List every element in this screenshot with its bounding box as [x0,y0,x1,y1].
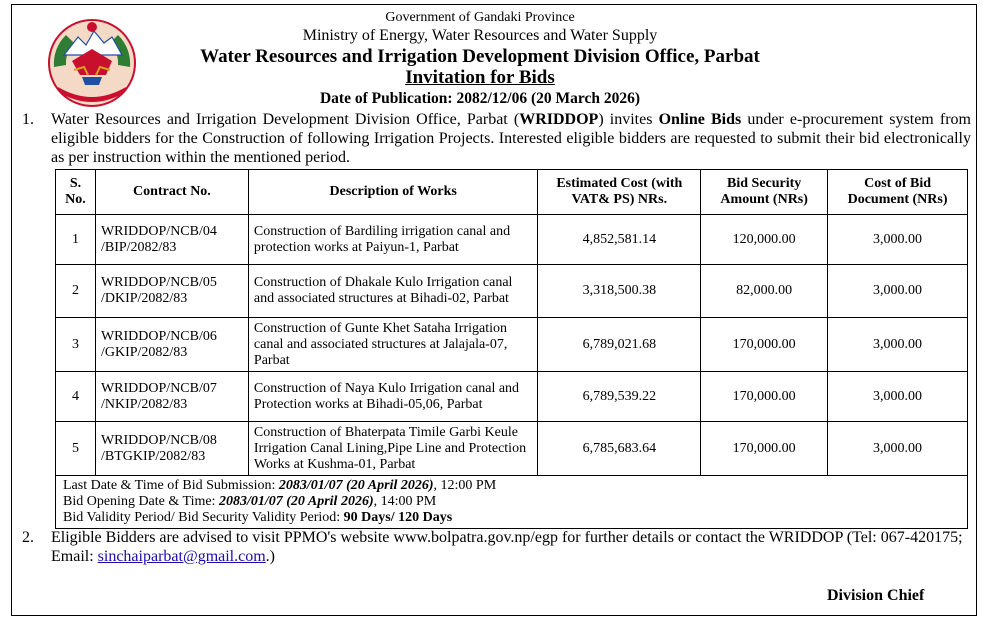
header-security: Bid Security Amount (NRs) [701,170,828,215]
cell-document: 3,000.00 [828,265,968,318]
paragraph-contact: Eligible Bidders are advised to visit PPMO's website www.bolpatra.gov.np/egp for further details or contact the WRIDDOP (Tel: 067-420175; Email: sinchaiparbat@gmail.com.) [51,529,963,565]
cell-cost: 6,789,539.22 [538,372,701,422]
cell-contract: WRIDDOP/NCB/06 /GKIP/2082/83 [95,318,248,372]
cell-sn: 2 [56,265,96,318]
cell-description: Construction of Gunte Khet Sataha Irrigation canal and associated structures at Jalajala-07, Parbat [248,318,538,372]
header-description: Description of Works [248,170,538,215]
header-contract: Contract No. [95,170,248,215]
cell-contract: WRIDDOP/NCB/05 /DKIP/2082/83 [95,265,248,318]
letterhead [140,9,820,108]
cell-cost: 6,785,683.64 [538,422,701,476]
cell-cost: 3,318,500.38 [538,265,701,318]
cell-cost: 6,789,021.68 [538,318,701,372]
government-name: Government of Gandaki Province [385,10,575,25]
bid-opening: Bid Opening Date & Time: 2083/01/07 (20 April 2026), 14:00 PM [63,494,437,509]
header-sn: S. No. [56,170,96,215]
table-row [56,372,968,422]
cell-description: Construction of Dhakale Kulo Irrigation canal and associated structures at Bihadi-02, Parbat [248,265,538,318]
cell-contract: WRIDDOP/NCB/07 /NKIP/2082/83 [95,372,248,422]
header-cost: Estimated Cost (with VAT& PS) NRs. [538,170,701,215]
notice-title: Invitation for Bids [405,67,555,88]
table-row [56,265,968,318]
paragraph-number-2: 2. [22,529,34,546]
cell-contract: WRIDDOP/NCB/08 /BTGKIP/2082/83 [95,422,248,476]
signature-title: Division Chief [827,587,925,604]
cell-sn: 3 [56,318,96,372]
cell-security: 170,000.00 [701,372,828,422]
table-row [56,318,968,372]
cell-contract: WRIDDOP/NCB/04 /BIP/2082/83 [95,215,248,265]
cell-description: Construction of Naya Kulo Irrigation canal and Protection works at Bihadi-05,06, Parbat [248,372,538,422]
bid-schedule [56,476,968,529]
cell-description: Construction of Bhaterpata Timile Garbi Keule Irrigation Canal Lining,Pipe Line and Protection Works at Kushma-01, Parbat [248,422,538,476]
cell-sn: 5 [56,422,96,476]
ministry-name: Ministry of Energy, Water Resources and Water Supply [302,27,658,44]
validity-period: Bid Validity Period/ Bid Security Validity Period: 90 Days/ 120 Days [63,510,453,525]
paragraph-invitation: Water Resources and Irrigation Development Division Office, Parbat (WRIDDOP) invites Online Bids under e-procurement system from eligible bidders for the Construction of following Irrigation Projects. Interested eligible bidders are requested to submit their bid electronically as per instruction within the mentioned period. [51,111,971,166]
cell-sn: 1 [56,215,96,265]
cell-description: Construction of Bardiling irrigation canal and protection works at Paiyun-1, Parbat [248,215,538,265]
submission-deadline: Last Date & Time of Bid Submission: 2083/01/07 (20 April 2026), 12:00 PM [63,478,497,493]
cell-document: 3,000.00 [828,318,968,372]
publication-date: Date of Publication: 2082/12/06 (20 March 2026) [319,90,640,107]
cell-document: 3,000.00 [828,215,968,265]
table-row [56,215,968,265]
cell-document: 3,000.00 [828,372,968,422]
cell-security: 120,000.00 [701,215,828,265]
nepal-emblem-icon [44,15,140,111]
cell-security: 170,000.00 [701,318,828,372]
bids-table [55,169,968,529]
table-row [56,422,968,476]
cell-security: 170,000.00 [701,422,828,476]
cell-sn: 4 [56,372,96,422]
cell-document: 3,000.00 [828,422,968,476]
email-link[interactable]: sinchaiparbat@gmail.com [97,548,266,565]
paragraph-number-1: 1. [22,111,34,128]
office-name: Water Resources and Irrigation Development Division Office, Parbat [200,46,760,67]
table-footer-row [56,476,968,529]
header-document: Cost of Bid Document (NRs) [828,170,968,215]
table-header-row [56,170,968,215]
cell-security: 82,000.00 [701,265,828,318]
cell-cost: 4,852,581.14 [538,215,701,265]
